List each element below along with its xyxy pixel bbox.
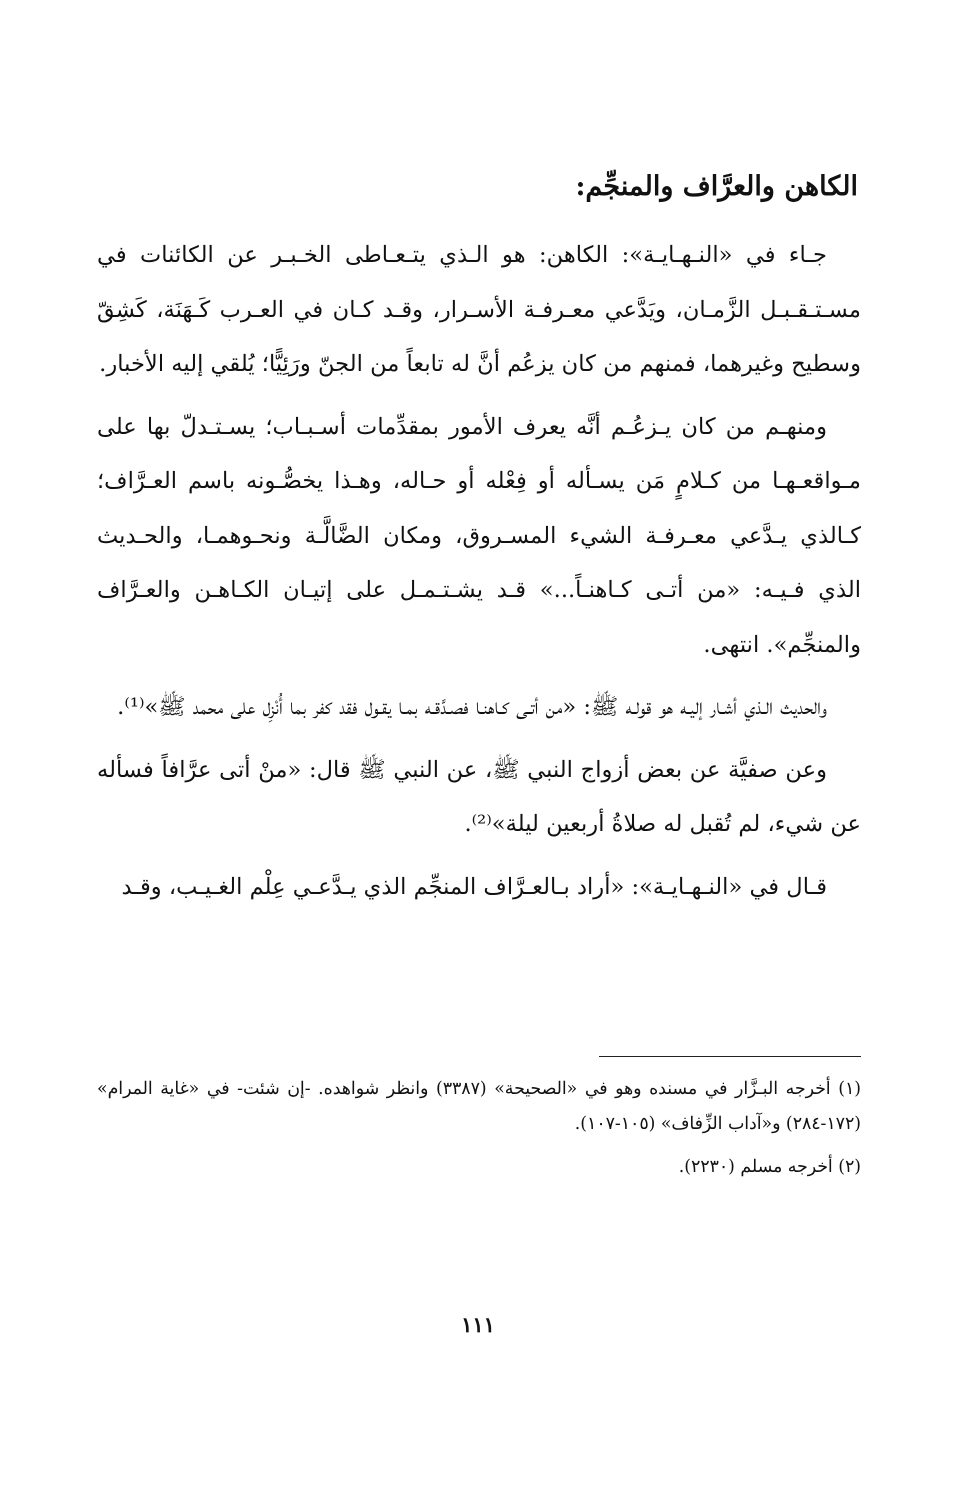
main-text	[97, 158, 861, 922]
paragraph-1: جـاء في «النـهـايـة»: الكاهن: هو الـذي يتـعـاطى الخـبـر عن الكائنات في مسـتـقـبـل الزَّمـان، ويَدَّعي معـرفـة الأسـرار، وقـد كـان في العـرب كَـهَنَة، كَشِقّ وسطيح وغيرهما، فمنهم من كان يزعُم أنَّ له تابعاً من الجنّ ورَئِيًّا؛ يُلقي إليه الأخبار.	[97, 242, 861, 377]
footnote-divider	[599, 1056, 861, 1057]
paragraph-4: وعن صفيَّة عن بعض أزواج النبي ﷺ، عن النبي ﷺ قال: «منْ أتى عرَّافاً فسأله عن شيء، لم تُقبل له صلاةُ أربعين ليلة»⁽²⁾.	[97, 756, 861, 837]
paragraph-2: ومنهـم من كان يـزعُـم أنَّه يعرف الأمور بمقدِّمات أسـبـاب؛ يسـتـدلّ بها على مـواقعـهـا من كـلامٍ مَن يسـأله أو فِعْله أو حـاله، وهـذا يخصُّـونه باسم العـرَّاف؛ كـالذي يـدَّعي معـرفـة الشيء المسـروق، ومكان الضَّالَّـة ونحـوهمـا، والحـديث الذي فـيـه: «من أتـى كـاهنـاً...» قـد يشـتـمـل على إتيـان الكـاهـن والعـرَّاف والمنجِّم». انتهى.	[97, 413, 861, 658]
footnote-1: (١) أخرجه البـزَّار في مسنده وهو في «الصحيحة» (٣٣٨٧) وانظر شواهده. -إن شئت- في «غاية المرام» (١٧٢-٢٨٤) و«آداب الزِّفاف» (١٠٥-١٠٧).	[97, 1079, 861, 1134]
page-number: ١١١	[461, 1312, 495, 1337]
paragraph-5: قـال في «النـهـايـة»: «أراد بـالعـرَّاف المنجِّم الذي يـدَّعـي عِلْم الغـيـب، وقـد	[121, 873, 827, 900]
section-heading: الكاهن والعرَّاف والمنجِّم:	[575, 171, 858, 202]
paragraph-3: والحديث الـذي أشـار إليـه هو قولـه ﷺ: «من أتـى كـاهنـا فصـدَّقـه بمـا يقـول فقد كفر بما أُنْزِل على محمد ﷺ»⁽¹⁾.	[117, 694, 827, 720]
footnotes	[97, 1072, 861, 1193]
footnote-2: (٢) أخرجه مسلم (٢٢٣٠).	[678, 1157, 861, 1177]
